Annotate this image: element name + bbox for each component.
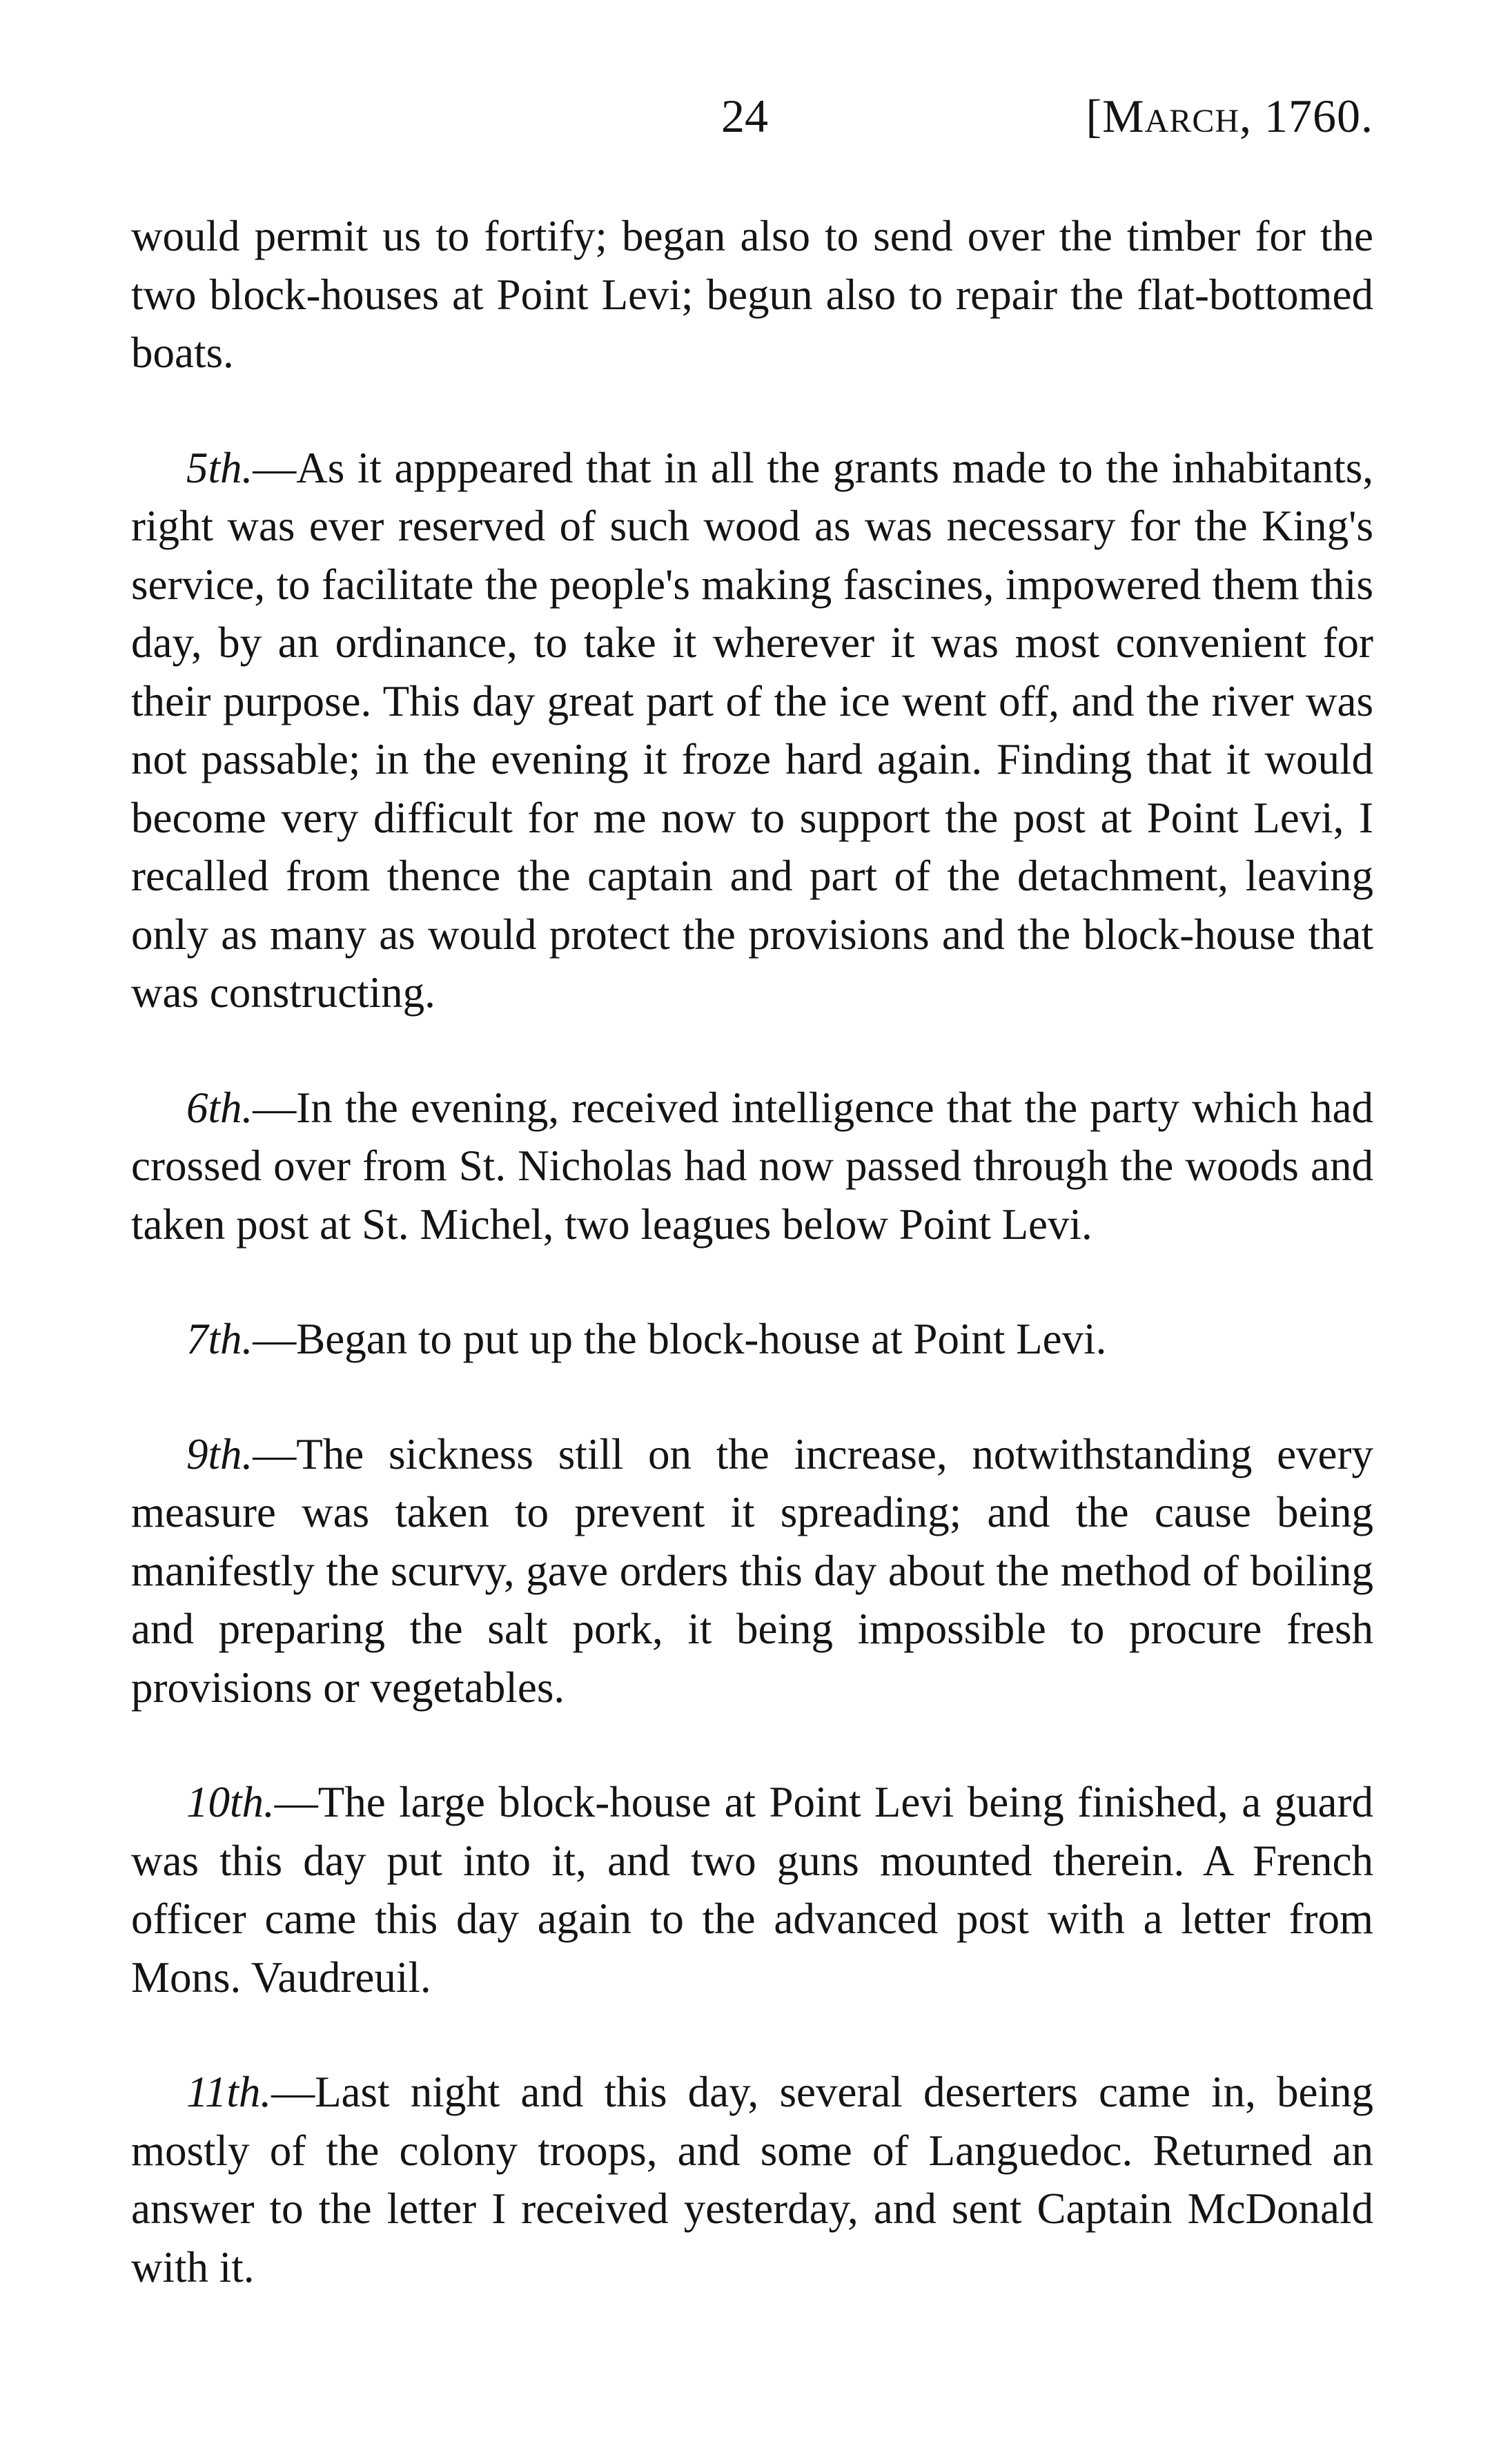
entry-text: —The large block-house at Point Levi being finished, a guard was this day put into it, and two guns mounted therein. A French officer came this day again to the advanced post with a letter from Mons. Vaudreuil.: [131, 1778, 1373, 2002]
running-date: [March, 1760.: [1086, 90, 1373, 142]
journal-entry-7th: [131, 1310, 1373, 1369]
entry-date: 5th.: [186, 443, 253, 492]
continued-paragraph: [131, 207, 1373, 382]
journal-entry-11th: [131, 2063, 1373, 2296]
entry-date: 9th.: [186, 1429, 253, 1478]
entry-text: —The sickness still on the increase, notwithstanding every measure was taken to prevent it spreading; and the cause being manifestly the scurvy, gave orders this day about the method of boiling and preparing the salt pork, it being impossible to procure fresh provisions or vegetables.: [131, 1429, 1373, 1712]
journal-entry-6th: [131, 1079, 1373, 1254]
entry-text: —As it apppeared that in all the grants made to the inhabitants, right was ever reserved of such wood as was necessary for the King's service, to facilitate the people's making fascines, impowered them this day, by an ordinance, to take it wherever it was most convenient for their purpose. This day great part of the ice went off, and the river was not passable; in the evening it froze hard again. Finding that it would become very difficult for me now to support the post at Point Levi, I recalled from thence the captain and part of the detachment, leaving only as many as would protect the provisions and the block-house that was constructing.: [131, 443, 1373, 1017]
entry-date: 10th.: [186, 1778, 275, 1826]
running-head: [131, 81, 1373, 150]
journal-entry-9th: [131, 1425, 1373, 1717]
paragraph-text: would permit us to fortify; began also to send over the timber for the two block-houses at Point Levi; begun also to repair the flat-bottomed boats.: [131, 212, 1373, 377]
entry-text: —Last night and this day, several deserters came in, being mostly of the colony troops, and some of Languedoc. Returned an answer to the letter I received yesterday, and sent Captain McDonald with it.: [131, 2068, 1373, 2291]
entry-text: —In the evening, received intelligence that the party which had crossed over from St. Nicholas had now passed through the woods and taken post at St. Michel, two leagues below Point Levi.: [131, 1083, 1373, 1249]
body-text: [131, 207, 1373, 2353]
page-number: 24: [721, 90, 768, 142]
entry-date: 11th.: [186, 2068, 272, 2116]
entry-date: 7th.: [186, 1315, 253, 1363]
entry-date: 6th.: [186, 1083, 253, 1132]
journal-entry-10th: [131, 1773, 1373, 2006]
journal-entry-5th: [131, 439, 1373, 1022]
entry-text: —Began to put up the block-house at Point Levi.: [253, 1315, 1107, 1363]
